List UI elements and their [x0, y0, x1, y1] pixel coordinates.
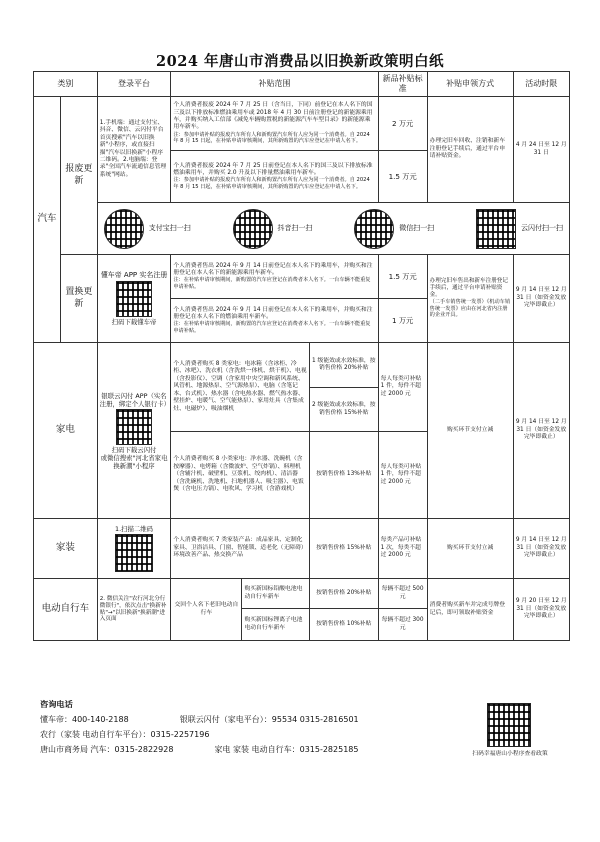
contact-commerce-car: 唐山市商务局 汽车：0315-2822928	[40, 745, 174, 754]
ebike-row1-scope: 购买新国标铅酸电池电动自行车新车	[242, 579, 309, 609]
table-header-row	[34, 72, 570, 97]
car-replace-method-note: （二手车销售统一发票）《机动车销售统一发票》应由在河北省内注册的企业开具。	[429, 299, 511, 319]
header-scope: 补贴范围	[171, 72, 378, 97]
contact-abc: 农行（家装 电动自行车平台）：0315-2257196	[40, 730, 210, 739]
ebike-row2-scope: 购买新国标锂离子电池电动自行车新车	[242, 609, 309, 641]
unionpay-app-caption: 扫码下载云闪付	[111, 445, 157, 454]
contact-dongchedi: 懂车帝：400-140-2188	[40, 715, 129, 724]
ebike-method: 消费者购买新车并完成号牌登记后，即可领取补贴资金	[427, 579, 513, 641]
douyin-label: 抖音扫一扫	[277, 223, 313, 232]
appliance-row1-scope: 个人消费者购买 8 类家电：电冰箱（含冰柜、冷柜、冰吧）、洗衣机（含洗烘一体机、烘干机）、电视（含投影仪）、空调（含家用中央空调和新风系统、风管机、地源热泵、空气源热泵）、电脑（含笔记本、台式机）、热水器（含电热水器、燃气热水器、壁挂炉、电暖气、空气能热泵）、家用灶具（含集成灶、电磁炉）、吸油烟机	[171, 343, 310, 432]
contact-section	[40, 697, 359, 757]
appliance-row2-scope: 个人消费者购买 8 小类家电：净水器、洗碗机（含按摩器）、电烤箱（含微波炉、空气炸锅）、料理机（含辅汁机、破壁机、豆浆机、绞肉机）、清洁器（含洗碗机、洗地机、扫地机器人、吸尘器）、电饭煲（含电压力锅）、电吹风、学习机（含游戏机）	[171, 432, 310, 519]
contact-unionpay: 银联云闪付（家电平台）：95534 0315-2816501	[179, 715, 359, 724]
douyin-qr-code[interactable]	[233, 209, 273, 249]
car-scrap-row2-scope	[171, 151, 378, 203]
home-std: 按销售价格 15%补贴	[309, 519, 378, 579]
appliance-miniprogram-hint: 或微信搜索"河北省家电换新潮"小程序	[100, 453, 168, 470]
header-standard: 新品补贴标准	[378, 72, 427, 97]
alipay-qr-code[interactable]	[104, 209, 144, 249]
car-scrap-period: 4 月 24 日至 12 月 31 日	[513, 97, 570, 203]
category-car: 汽车	[34, 97, 61, 343]
home-platform-step: 1.扫描二维码	[115, 524, 154, 533]
table-row	[34, 579, 570, 609]
table-row	[34, 519, 570, 579]
appliance-method: 购买环节支付立减	[427, 343, 513, 519]
table-row	[34, 203, 570, 255]
car-scrap-row2-standard: 1.5 万元	[378, 151, 427, 203]
header-platform: 登录平台	[97, 72, 171, 97]
car-scrap-row2-note: 注：参加申请补贴的报废汽车所有人和新购置汽车所有人应为同一个消费者。自 2024 年 8 月 15 日起，在补贴申请审核期间，其所新购置的汽车应登记在申请人名下。	[173, 177, 370, 190]
policy-table	[33, 71, 570, 641]
contact-commerce-other: 家电 家装 电动自行车：0315-2825185	[214, 745, 359, 754]
appliance-platform	[97, 343, 171, 519]
appliance-period: 9 月 14 日至 12 月 31 日（如资金发放完毕即截止）	[513, 343, 570, 519]
car-replace-row1-note: 注：在补贴申请审核期间，新购置的汽车应登记在消费者本人名下。一台车辆不能重复申请补贴。	[173, 277, 371, 290]
ebike-platform: 2. 微信关注"农行河北分行微银行"，依次点击"换新补贴"→"以旧换新"换新潮"进入页面	[97, 579, 171, 641]
unionpay-label: 云闪付扫一扫	[521, 223, 563, 232]
ebike-row2-std: 按销售价格 10%补贴	[309, 609, 378, 641]
category-home: 家装	[34, 519, 98, 579]
wechat-qr-code[interactable]	[354, 209, 394, 249]
ebike-sub: 交回个人名下老旧电动自行车	[171, 579, 242, 641]
alipay-entry[interactable]	[104, 208, 191, 250]
home-period: 9 月 14 日至 12 月 31 日（如资金发放完毕即截止）	[513, 519, 570, 579]
ebike-period: 9 月 20 日至 12 月 31 日（如资金发放完毕即截止）	[513, 579, 570, 641]
category-ebike: 电动自行车	[34, 579, 98, 641]
ebike-row2-limit: 每辆不超过 300 元	[378, 609, 427, 641]
appliance-row1-std-a: 1 级能效或水效标准，按销售价格 20%补贴	[309, 343, 378, 388]
unionpay-app-qr-code[interactable]	[116, 409, 152, 445]
car-replace-platform	[97, 255, 171, 343]
car-scrap-row1-scope-text: 个人消费者报废 2024 年 7 月 25 日（含当日，下同）前登记在本人名下的国三及以下排放标准燃油乘用车或 2018 年 4 月 30 日前注册登记的新能源乘用车，并购买纳入工信部《减免车辆购置税的新能源汽车车型目录》的新能源乘用车新车。	[173, 102, 373, 131]
alipay-label: 支付宝扫一扫	[148, 223, 191, 232]
subcategory-replace: 置换更新	[60, 255, 97, 343]
contact-line-1	[40, 712, 359, 727]
dongchedi-qr-code[interactable]	[116, 281, 152, 317]
subcategory-scrap: 报废更新	[60, 97, 97, 255]
header-category: 类别	[34, 72, 98, 97]
car-replace-row2-scope	[171, 299, 378, 343]
home-scope: 个人消费者购买 7 类家装产品：成品家具、定制化家具、卫浴洁具、门窗、智能锁、适老化（无障碍）环境改善产品、热交换产品	[171, 519, 310, 579]
header-period: 活动时限	[513, 72, 570, 97]
ebike-row1-limit: 每辆不超过 500 元	[378, 579, 427, 609]
car-scrap-row1-scope	[171, 97, 378, 151]
page-title: 2024 年唐山市消费品以旧换新政策明白纸	[156, 53, 444, 70]
header-method: 补贴申领方式	[427, 72, 513, 97]
dongchedi-app-label: 懂车帝 APP 实名注册	[100, 270, 168, 279]
unionpay-app-label: 银联云闪付 APP（实名注册，绑定个人银行卡）	[99, 391, 171, 408]
wechat-label: 微信扫一扫	[399, 223, 435, 232]
appliance-row2-limit: 每人每类可补贴 1 件，每件不超过 2000 元	[378, 432, 427, 519]
unionpay-entry[interactable]	[476, 208, 563, 250]
category-appliance: 家电	[34, 343, 98, 519]
car-scrap-row2-scope-text: 个人消费者报废 2024 年 7 月 25 日前登记在本人名下的国三及以下排放标准燃油乘用车，并购买 2.0 升及以下排量燃油乘用车新车。	[173, 162, 373, 176]
car-replace-row2-scope-text: 个人消费者售出 2024 年 9 月 14 日前登记在本人名下的乘用车，并购买和注册登记在本人名下的燃油乘用车新车。	[173, 306, 373, 320]
home-platform	[97, 519, 171, 579]
dongchedi-caption: 扫码下载懂车帝	[111, 318, 157, 327]
appliance-row1-limit: 每人每类可补贴 1 件，每件不超过 2000 元	[378, 343, 427, 432]
car-scrap-platform: 1.手机端：通过支付宝、抖音、微信、云闪付平台首页搜索"汽车以旧换新"小程序，或直接扫描"汽车以旧换新"小程序二维码。2.电脑端：登录"全国汽车流通信息管理系统"网站。	[97, 97, 171, 203]
appliance-row1-std-b: 2 级能效或水效标准，按销售价格 15%补贴	[309, 388, 378, 432]
table-row	[34, 255, 570, 299]
home-qr-code[interactable]	[115, 534, 153, 572]
policy-miniprogram-qr-code[interactable]	[487, 703, 531, 747]
car-replace-method-text: 办理完旧车售出和新车注册登记手续后，通过平台申请补贴资金。	[429, 278, 508, 299]
home-limit: 每类产品可补贴 1 次，每类不超过 2000 元	[378, 519, 427, 579]
unionpay-qr-code[interactable]	[476, 209, 516, 249]
car-replace-row2-note: 注：在补贴申请审核期间，新购置的汽车应登记在消费者本人名下。一台车辆不能重复申请补贴。	[173, 321, 371, 334]
wechat-entry[interactable]	[354, 208, 434, 250]
home-method: 购买环节支付立减	[427, 519, 513, 579]
car-replace-row1-scope	[171, 255, 378, 299]
car-scrap-row1-standard: 2 万元	[378, 97, 427, 151]
contact-heading: 咨询电话	[40, 699, 73, 709]
table-row	[34, 343, 570, 388]
car-replace-row2-standard: 1 万元	[378, 299, 427, 343]
car-scrap-row1-note: 注：参加申请补贴的报废汽车所有人和新购置汽车所有人应为同一个消费者。自 2024 年 8 月 15 日起，在补贴申请审核期间，其所新购置的汽车应登记在申请人名下。	[173, 131, 370, 145]
car-replace-method	[427, 255, 513, 343]
contact-line-3	[40, 742, 359, 757]
table-row	[34, 97, 570, 151]
douyin-entry[interactable]	[233, 208, 313, 250]
car-replace-row1-standard: 1.5 万元	[378, 255, 427, 299]
car-scrap-method: 办理完旧车回收、注销和新车注册登记手续后，通过平台申请补贴资金。	[427, 97, 513, 203]
car-replace-row1-scope-text: 个人消费者售出 2024 年 9 月 14 日前登记在本人名下的乘用车，并购买和注册登记在本人名下的新能源乘用车新车。	[173, 262, 373, 276]
appliance-row2-std: 按销售价格 13%补贴	[309, 432, 378, 519]
car-scrap-pay-row	[97, 203, 569, 255]
policy-qr-caption: 扫码幸福唐山小程序查看政策	[472, 751, 548, 757]
ebike-row1-std: 按销售价格 20%补贴	[309, 579, 378, 609]
car-replace-period: 9 月 14 日至 12 月 31 日（如资金发放完毕即截止）	[513, 255, 570, 343]
